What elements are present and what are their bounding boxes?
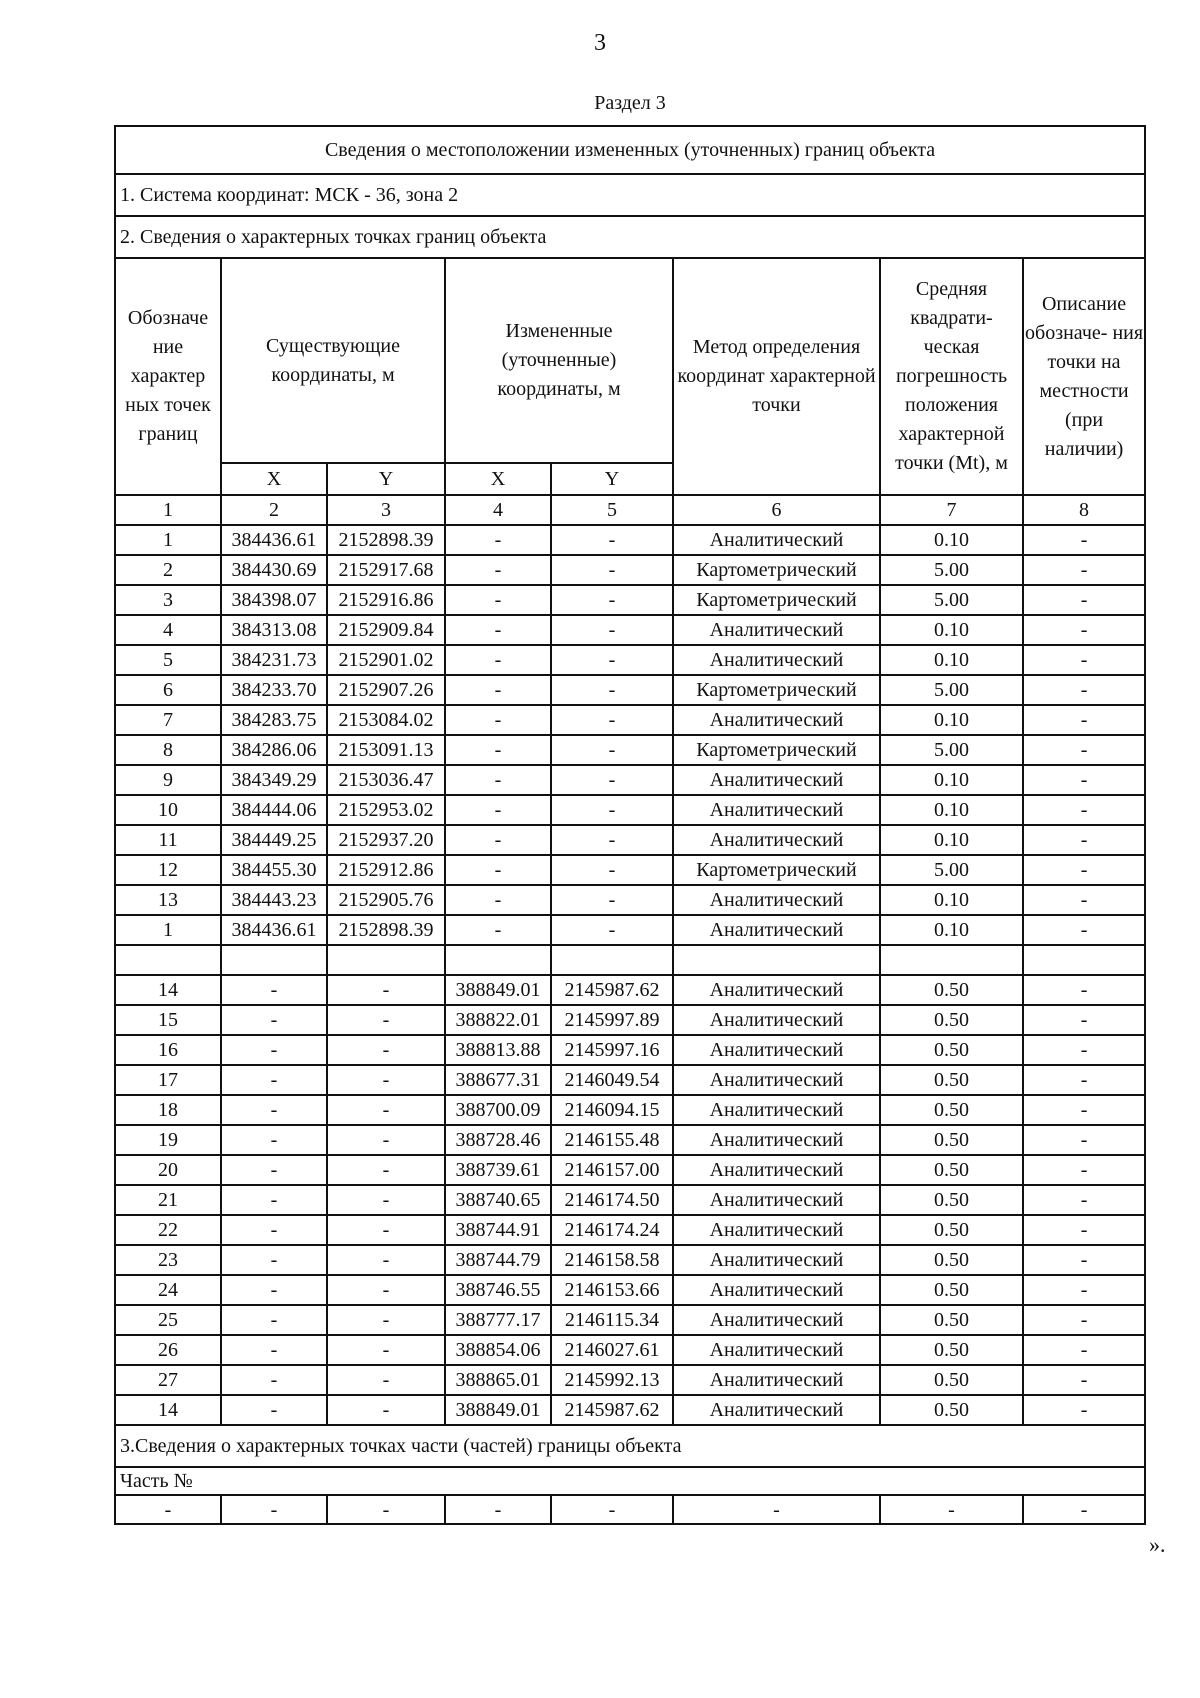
table-cell: Картометрический [673,735,880,765]
table-row [115,585,1145,615]
table-cell: Аналитический [673,885,880,915]
table-cell: Аналитический [673,765,880,795]
table-cell: 0.50 [880,1365,1023,1395]
table-row [115,1005,1145,1035]
table-cell: 0.10 [880,525,1023,555]
table-cell: - [327,1245,445,1275]
table-cell: - [1023,555,1145,585]
table-cell: - [221,1095,327,1125]
table-cell: 5.00 [880,735,1023,765]
table-cell: 3 [115,585,221,615]
table-cell: Картометрический [673,555,880,585]
table-cell: 2152909.84 [327,615,445,645]
table-cell: - [1023,1155,1145,1185]
table-cell: 1 [115,525,221,555]
table-cell: - [445,765,551,795]
table-cell: Аналитический [673,705,880,735]
table-cell: 384436.61 [221,525,327,555]
column-number: 3 [327,495,445,525]
table-cell: 23 [115,1245,221,1275]
table-row [115,885,1145,915]
table-cell: - [327,1125,445,1155]
table-cell: Аналитический [673,1275,880,1305]
table-cell: 2152907.26 [327,675,445,705]
table-cell: 2145987.62 [551,1395,673,1425]
table-cell: Аналитический [673,615,880,645]
header-changed-y: Y [551,463,673,495]
table-cell: - [221,1125,327,1155]
table-cell: - [1023,705,1145,735]
table-cell: - [221,1035,327,1065]
table-cell: - [327,1275,445,1305]
table-cell: - [1023,1245,1145,1275]
column-number: 4 [445,495,551,525]
table-cell: 5.00 [880,555,1023,585]
header-description: Описание обозначе- ния точки на местности (при наличии) [1023,258,1145,495]
table-cell: - [1023,1495,1145,1524]
table-cell: - [551,795,673,825]
header-existing-coords: Существующие координаты, м [221,258,445,463]
table-cell: 20 [115,1155,221,1185]
table-cell: 0.50 [880,1065,1023,1095]
table-row [115,1395,1145,1425]
table-cell: 384233.70 [221,675,327,705]
table-cell: - [327,1035,445,1065]
table-cell: 0.10 [880,885,1023,915]
table-cell: 384283.75 [221,705,327,735]
table-cell: 388728.46 [445,1125,551,1155]
table-cell: - [445,615,551,645]
table-row [115,1335,1145,1365]
table-cell: 0.50 [880,1125,1023,1155]
table-cell: 25 [115,1305,221,1335]
empty-separator-row [115,945,1145,975]
table-cell: 0.50 [880,1005,1023,1035]
table-cell: 388740.65 [445,1185,551,1215]
table-cell: - [327,1365,445,1395]
table-row [115,795,1145,825]
table-cell: - [551,675,673,705]
table-cell: - [1023,1335,1145,1365]
table-cell: - [221,975,327,1005]
table-row [115,525,1145,555]
table-cell: 384286.06 [221,735,327,765]
table-cell: - [1023,1305,1145,1335]
table-cell: Аналитический [673,1245,880,1275]
table-cell: 2146174.50 [551,1185,673,1215]
table-cell: 388854.06 [445,1335,551,1365]
table-cell: 2152905.76 [327,885,445,915]
table-cell: - [1023,1275,1145,1305]
header-changed-coords: Измененные (уточненные) координаты, м [445,258,673,463]
coordinate-system: 1. Система координат: МСК - 36, зона 2 [115,174,1145,216]
table-cell: - [1023,585,1145,615]
table-cell: - [551,645,673,675]
table-cell: - [551,915,673,945]
header-changed-x: X [445,463,551,495]
table-cell: - [445,795,551,825]
column-numbers-row [115,495,1145,525]
table-cell: 2153084.02 [327,705,445,735]
table-cell: - [1023,1215,1145,1245]
table-cell: - [327,1155,445,1185]
table-cell: Картометрический [673,855,880,885]
table-cell: Аналитический [673,975,880,1005]
table-cell: 388849.01 [445,975,551,1005]
page-number: 3 [594,30,606,56]
table-cell: - [1023,1035,1145,1065]
table-cell: - [1023,975,1145,1005]
table-cell: - [1023,825,1145,855]
table-row [115,735,1145,765]
table-cell: 2146049.54 [551,1065,673,1095]
table-cell: 0.10 [880,915,1023,945]
table-cell: 388777.17 [445,1305,551,1335]
table-cell: - [221,1275,327,1305]
table-cell: - [221,1005,327,1035]
table-row [115,705,1145,735]
table-cell: - [445,585,551,615]
table-row [115,675,1145,705]
table-cell: - [327,975,445,1005]
table-cell: - [1023,1005,1145,1035]
table-cell: - [551,855,673,885]
table-row [115,615,1145,645]
section-label: Раздел 3 [594,92,666,114]
header-point-designation: Обозначе ние характер ных точек границ [115,258,221,495]
table-cell: - [1023,645,1145,675]
table-row [115,975,1145,1005]
table-cell: 13 [115,885,221,915]
table-cell: - [445,675,551,705]
table-cell: - [221,1365,327,1395]
table-cell: Аналитический [673,645,880,675]
table-cell: 2146115.34 [551,1305,673,1335]
table-cell: 384443.23 [221,885,327,915]
table-cell: 0.10 [880,645,1023,675]
table-cell: - [327,1095,445,1125]
table-cell: - [1023,675,1145,705]
table-cell: - [445,525,551,555]
boundary-points-table [114,125,1146,1525]
table-cell: - [1023,525,1145,555]
table-cell: 388865.01 [445,1365,551,1395]
table-row [115,825,1145,855]
table-cell: Аналитический [673,1125,880,1155]
table-cell: 0.50 [880,975,1023,1005]
table-cell: 11 [115,825,221,855]
column-number: 8 [1023,495,1145,525]
table-cell: - [445,885,551,915]
table-cell: Аналитический [673,525,880,555]
table-cell: 2146094.15 [551,1095,673,1125]
table-cell: Аналитический [673,1005,880,1035]
table-cell: 388813.88 [445,1035,551,1065]
table-cell: 2152953.02 [327,795,445,825]
table-cell: 0.10 [880,795,1023,825]
table-cell: - [327,1395,445,1425]
table-row [115,1095,1145,1125]
table-row [115,765,1145,795]
parts-data-row [115,1495,1145,1524]
table-cell: 14 [115,975,221,1005]
table-cell: 6 [115,675,221,705]
table-cell: 2145987.62 [551,975,673,1005]
table-cell: Аналитический [673,1335,880,1365]
table-row [115,1245,1145,1275]
header-method: Метод определения координат характерной точки [673,258,880,495]
table-cell: 4 [115,615,221,645]
table-cell: 388744.79 [445,1245,551,1275]
table-cell: - [1023,765,1145,795]
table-cell: 384455.30 [221,855,327,885]
table-cell: 0.50 [880,1395,1023,1425]
table-cell: Аналитический [673,1155,880,1185]
table-row [115,1185,1145,1215]
table-cell: 2146027.61 [551,1335,673,1365]
table-cell: - [551,525,673,555]
table-cell: 2145997.89 [551,1005,673,1035]
table-row [115,1065,1145,1095]
table-cell: - [551,885,673,915]
table-cell: 384449.25 [221,825,327,855]
table-cell: 2146155.48 [551,1125,673,1155]
table-cell: 0.50 [880,1155,1023,1185]
table-cell: - [1023,885,1145,915]
table-cell: 5 [115,645,221,675]
table-cell: 0.50 [880,1095,1023,1125]
table-cell: - [445,645,551,675]
table-cell: 388822.01 [445,1005,551,1035]
table-cell: 26 [115,1335,221,1365]
table-row [115,555,1145,585]
table-cell: 0.10 [880,765,1023,795]
table-cell: - [551,735,673,765]
table-cell: - [673,1495,880,1524]
column-number: 7 [880,495,1023,525]
table-cell: 384444.06 [221,795,327,825]
table-cell: - [327,1185,445,1215]
table-cell: - [221,1185,327,1215]
table-cell: 0.50 [880,1275,1023,1305]
table-cell: - [221,1335,327,1365]
table-cell: Аналитический [673,1065,880,1095]
table-cell: 2153036.47 [327,765,445,795]
table-cell: Аналитический [673,795,880,825]
table-cell: - [1023,1185,1145,1215]
table-cell: 15 [115,1005,221,1035]
table-cell: Картометрический [673,585,880,615]
column-number: 6 [673,495,880,525]
table-cell: - [551,585,673,615]
table-cell: 2152916.86 [327,585,445,615]
column-number: 5 [551,495,673,525]
table-cell: 388849.01 [445,1395,551,1425]
table-cell: 0.50 [880,1335,1023,1365]
table-cell: 21 [115,1185,221,1215]
table-cell: 16 [115,1035,221,1065]
table-row [115,1305,1145,1335]
table-cell: 8 [115,735,221,765]
table-cell: - [327,1005,445,1035]
column-number: 1 [115,495,221,525]
table-cell: - [551,555,673,585]
table-cell: 2152898.39 [327,525,445,555]
table-cell: - [445,915,551,945]
table-cell: - [1023,855,1145,885]
table-cell: 27 [115,1365,221,1395]
table-cell: - [1023,1065,1145,1095]
table-row [115,1125,1145,1155]
table-cell: 2152917.68 [327,555,445,585]
table-cell: 0.50 [880,1245,1023,1275]
table-row [115,855,1145,885]
table-cell: 384349.29 [221,765,327,795]
table-cell: - [445,825,551,855]
table-cell: - [1023,735,1145,765]
table-cell: - [880,1495,1023,1524]
table-cell: 2152901.02 [327,645,445,675]
table-cell: 384313.08 [221,615,327,645]
table-cell: 17 [115,1065,221,1095]
table-cell: 22 [115,1215,221,1245]
table-cell: 9 [115,765,221,795]
table-cell: 384436.61 [221,915,327,945]
table-cell: 2145992.13 [551,1365,673,1395]
table-cell: 384430.69 [221,555,327,585]
header-error: Средняя квадрати- ческая погрешность положения характерной точки (Mt), м [880,258,1023,495]
table-cell: Аналитический [673,1215,880,1245]
table-row [115,1155,1145,1185]
table-cell: 0.50 [880,1035,1023,1065]
table-cell: - [221,1065,327,1095]
table-cell: Аналитический [673,1095,880,1125]
table-cell: 2146153.66 [551,1275,673,1305]
table-cell: 0.10 [880,705,1023,735]
table-cell: - [221,1495,327,1524]
table-cell: - [551,765,673,795]
table-cell: Аналитический [673,1395,880,1425]
table-cell: - [445,855,551,885]
table-cell: 24 [115,1275,221,1305]
table-cell: Аналитический [673,1185,880,1215]
table-cell: 2145997.16 [551,1035,673,1065]
table-cell: - [221,1155,327,1185]
table-cell: Аналитический [673,825,880,855]
header-existing-y: Y [327,463,445,495]
table-cell: 18 [115,1095,221,1125]
table-row [115,1035,1145,1065]
table-row [115,1365,1145,1395]
table-cell: - [551,615,673,645]
table-cell: Аналитический [673,1305,880,1335]
table-cell: 5.00 [880,675,1023,705]
table-cell: - [445,735,551,765]
table-cell: - [1023,615,1145,645]
table-cell: - [551,1495,673,1524]
table-cell: 384398.07 [221,585,327,615]
table-title: Сведения о местоположении измененных (уточненных) границ объекта [115,126,1145,174]
table-cell: Аналитический [673,1365,880,1395]
table-cell: - [551,705,673,735]
table-cell: - [445,555,551,585]
table-cell: 388700.09 [445,1095,551,1125]
table-cell: 0.50 [880,1215,1023,1245]
table-cell: 2146157.00 [551,1155,673,1185]
points-heading: 2. Сведения о характерных точках границ объекта [115,216,1145,258]
table-cell: - [1023,795,1145,825]
table-cell: Аналитический [673,915,880,945]
table-cell: - [327,1215,445,1245]
table-cell: - [221,1305,327,1335]
table-cell: 2153091.13 [327,735,445,765]
table-cell: 388739.61 [445,1155,551,1185]
table-cell: 5.00 [880,855,1023,885]
table-cell: - [327,1065,445,1095]
table-cell: 0.50 [880,1305,1023,1335]
table-cell: - [327,1495,445,1524]
table-cell: 2152898.39 [327,915,445,945]
table-cell: 2 [115,555,221,585]
table-cell: - [1023,915,1145,945]
table-row [115,645,1145,675]
table-cell: 12 [115,855,221,885]
table-cell: - [445,1495,551,1524]
closing-mark: ». [1149,1532,1166,1557]
table-cell: 7 [115,705,221,735]
part-label: Часть № [115,1467,1145,1495]
table-cell: - [115,1495,221,1524]
table-cell: - [1023,1365,1145,1395]
table-cell: - [445,705,551,735]
column-number: 2 [221,495,327,525]
table-cell: - [221,1395,327,1425]
table-cell: 388744.91 [445,1215,551,1245]
table-row [115,1275,1145,1305]
table-cell: - [221,1215,327,1245]
table-cell: 0.10 [880,615,1023,645]
table-cell: 19 [115,1125,221,1155]
table-row [115,1215,1145,1245]
table-cell: 384231.73 [221,645,327,675]
table-cell: Картометрический [673,675,880,705]
table-cell: - [327,1335,445,1365]
table-cell: - [1023,1125,1145,1155]
table-cell: 5.00 [880,585,1023,615]
table-cell: - [1023,1095,1145,1125]
table-cell: 0.50 [880,1185,1023,1215]
table-cell: - [551,825,673,855]
table-row [115,915,1145,945]
table-cell: - [327,1305,445,1335]
table-cell: - [1023,1395,1145,1425]
table-cell: Аналитический [673,1035,880,1065]
table-cell: 0.10 [880,825,1023,855]
header-existing-x: X [221,463,327,495]
table-cell: 10 [115,795,221,825]
table-cell: 2146158.58 [551,1245,673,1275]
table-cell: 2152912.86 [327,855,445,885]
table-cell: 14 [115,1395,221,1425]
table-cell: 388677.31 [445,1065,551,1095]
table-cell: 2146174.24 [551,1215,673,1245]
table-cell: - [221,1245,327,1275]
parts-heading: 3.Сведения о характерных точках части (частей) границы объекта [115,1425,1145,1467]
table-cell: 2152937.20 [327,825,445,855]
table-cell: 1 [115,915,221,945]
table-cell: 388746.55 [445,1275,551,1305]
